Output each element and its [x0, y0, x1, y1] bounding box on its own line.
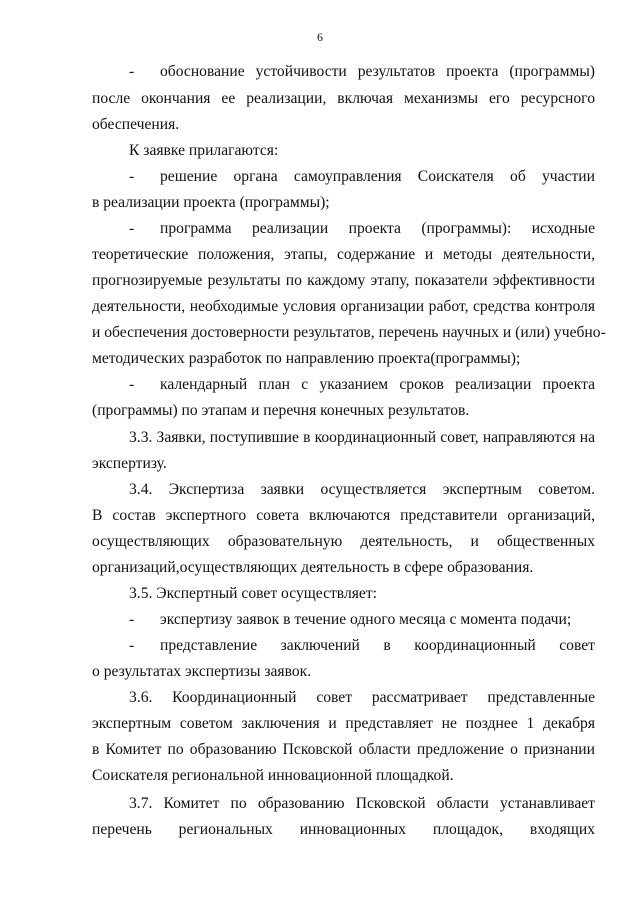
list-item — [92, 375, 595, 395]
bullet-dash: - — [129, 220, 135, 237]
bullet-dash: - — [129, 611, 135, 628]
paragraph-line: В состав экспертного совета включаются представители организаций, — [92, 507, 595, 524]
list-item-text: представление заключений в координационный совет — [160, 637, 595, 654]
paragraph-line: 3.7. Комитет по образованию Псковской области устанавливает — [129, 795, 595, 812]
bullet-dash: - — [129, 168, 135, 185]
paragraph-line: осуществляющих образовательную деятельность, и общественных — [92, 533, 595, 550]
list-item-text: программа реализации проекта (программы): исходные — [160, 220, 595, 237]
bullet-dash: - — [129, 637, 135, 654]
paragraph-line: перечень региональных инновационных площадок, входящих — [92, 821, 595, 838]
paragraph-line: 3.3. Заявки, поступившие в координационный совет, направляются на — [129, 429, 595, 446]
paragraph-line: экспертизу. — [92, 455, 167, 472]
list-item-text: решение органа самоуправления Соискателя об участии — [160, 168, 595, 185]
list-item-text: экспертизу заявок в течение одного месяца с момента подачи; — [160, 611, 572, 628]
paragraph-line: 3.4. Экспертиза заявки осуществляется экспертным советом. — [129, 481, 595, 498]
paragraph-line: методических разработок по направлению проекта(программы); — [92, 350, 521, 367]
paragraph-line: теоретические положения, этапы, содержание и методы деятельности, — [92, 246, 595, 263]
list-item — [92, 636, 595, 656]
paragraph-heading: К заявке прилагаются: — [129, 142, 279, 159]
list-item — [92, 219, 595, 239]
paragraph-line: 3.5. Экспертный совет осуществляет: — [129, 585, 377, 602]
paragraph-line: экспертным советом заключения и представляет не позднее 1 декабря — [92, 715, 595, 732]
paragraph-line: Соискателя региональной инновационной площадкой. — [92, 767, 454, 784]
paragraph-line: и обеспечения достоверности результатов, перечень научных и (или) учебно- — [92, 324, 606, 341]
paragraph-line: 3.6. Координационный совет рассматривает представленные — [129, 689, 595, 706]
bullet-dash: - — [129, 63, 135, 80]
page-number: 6 — [317, 30, 323, 44]
paragraph-line: деятельности, необходимые условия организации работ, средства контроля — [92, 298, 595, 315]
paragraph-line: в реализации проекта (программы); — [92, 194, 330, 211]
list-item-text: обоснование устойчивости результатов проекта (программы) — [160, 63, 595, 80]
paragraph-line: (программы) по этапам и перечня конечных результатов. — [92, 402, 470, 419]
paragraph-line: обеспечения. — [92, 116, 180, 133]
bullet-dash: - — [129, 376, 135, 393]
paragraph-line: о результатах экспертизы заявок. — [92, 663, 312, 680]
list-item — [92, 167, 595, 187]
paragraph-line: прогнозируемые результаты по каждому этапу, показатели эффективности — [92, 272, 595, 289]
list-item — [92, 610, 595, 630]
paragraph-line: после окончания ее реализации, включая механизмы его ресурсного — [92, 90, 595, 107]
paragraph-line: в Комитет по образованию Псковской области предложение о признании — [92, 741, 595, 758]
list-item-text: календарный план с указанием сроков реализации проекта — [160, 376, 595, 393]
list-item — [92, 62, 595, 82]
paragraph-line: организаций,осуществляющих деятельность в сфере образования. — [92, 559, 534, 576]
